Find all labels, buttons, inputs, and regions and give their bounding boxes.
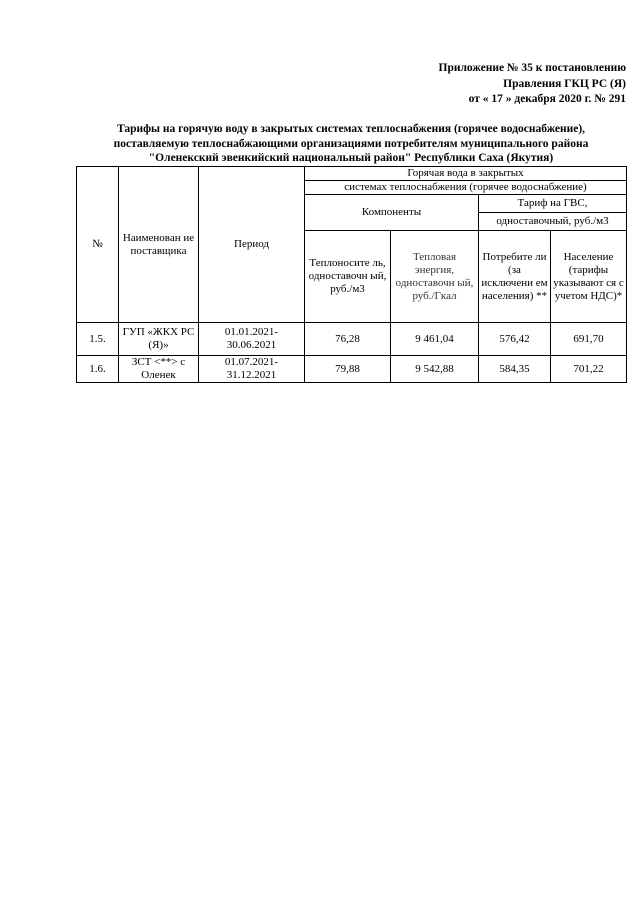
row-coolant: 76,28: [305, 323, 391, 356]
row-consumers: 584,35: [479, 356, 551, 383]
tariff-table: [76, 166, 627, 383]
header-systems: системах теплоснабжения (горячее водоснабжение): [305, 181, 627, 195]
row-supplier: ЗСТ <**> с Оленек: [119, 356, 199, 383]
header-single-rate: одноставочный, руб./м3: [479, 213, 627, 231]
header-period: Период: [199, 167, 305, 323]
header-hot-water: Горячая вода в закрытых: [305, 167, 627, 181]
header-coolant: Теплоносите ль, одноставочн ый, руб./м3: [305, 231, 391, 323]
row-num: 1.6.: [77, 356, 119, 383]
row-consumers: 576,42: [479, 323, 551, 356]
table-row: [77, 356, 627, 383]
row-period: 01.01.2021-30.06.2021: [199, 323, 305, 356]
appendix-line-1: Приложение № 35 к постановлению: [438, 62, 626, 74]
title-line-3: "Оленекский эвенкийский национальный район" Республики Саха (Якутия): [148, 152, 554, 164]
header-num: №: [77, 167, 119, 323]
appendix-line-3: от « 17 » декабря 2020 г. № 291: [468, 93, 626, 105]
row-coolant: 79,88: [305, 356, 391, 383]
header-components: Компоненты: [305, 195, 479, 231]
header-supplier: Наименован ие поставщика: [119, 167, 199, 323]
header-heat: Тепловая энергия, одноставочн ый, руб./Гкал: [391, 231, 479, 323]
table-row: [77, 323, 627, 356]
row-heat: 9 461,04: [391, 323, 479, 356]
appendix-header: [296, 61, 626, 108]
row-heat: 9 542,88: [391, 356, 479, 383]
header-population: Население (тарифы указывают ся с учетом НДС)*: [551, 231, 627, 323]
row-num: 1.5.: [77, 323, 119, 356]
row-population: 691,70: [551, 323, 627, 356]
document-title: [76, 122, 626, 166]
title-line-1: Тарифы на горячую воду в закрытых системах теплоснабжения (горячее водоснабжение),: [116, 123, 586, 135]
title-line-2: поставляемую теплоснабжающими организациями потребителям муниципального района: [113, 137, 589, 150]
appendix-line-2: Правления ГКЦ РС (Я): [503, 77, 626, 90]
header-tariff: Тариф на ГВС,: [479, 195, 627, 213]
row-period: 01.07.2021-31.12.2021: [199, 356, 305, 383]
row-supplier: ГУП «ЖКХ РС (Я)»: [119, 323, 199, 356]
header-consumers: Потребите ли (за исключени ем населения) **: [479, 231, 551, 323]
row-population: 701,22: [551, 356, 627, 383]
